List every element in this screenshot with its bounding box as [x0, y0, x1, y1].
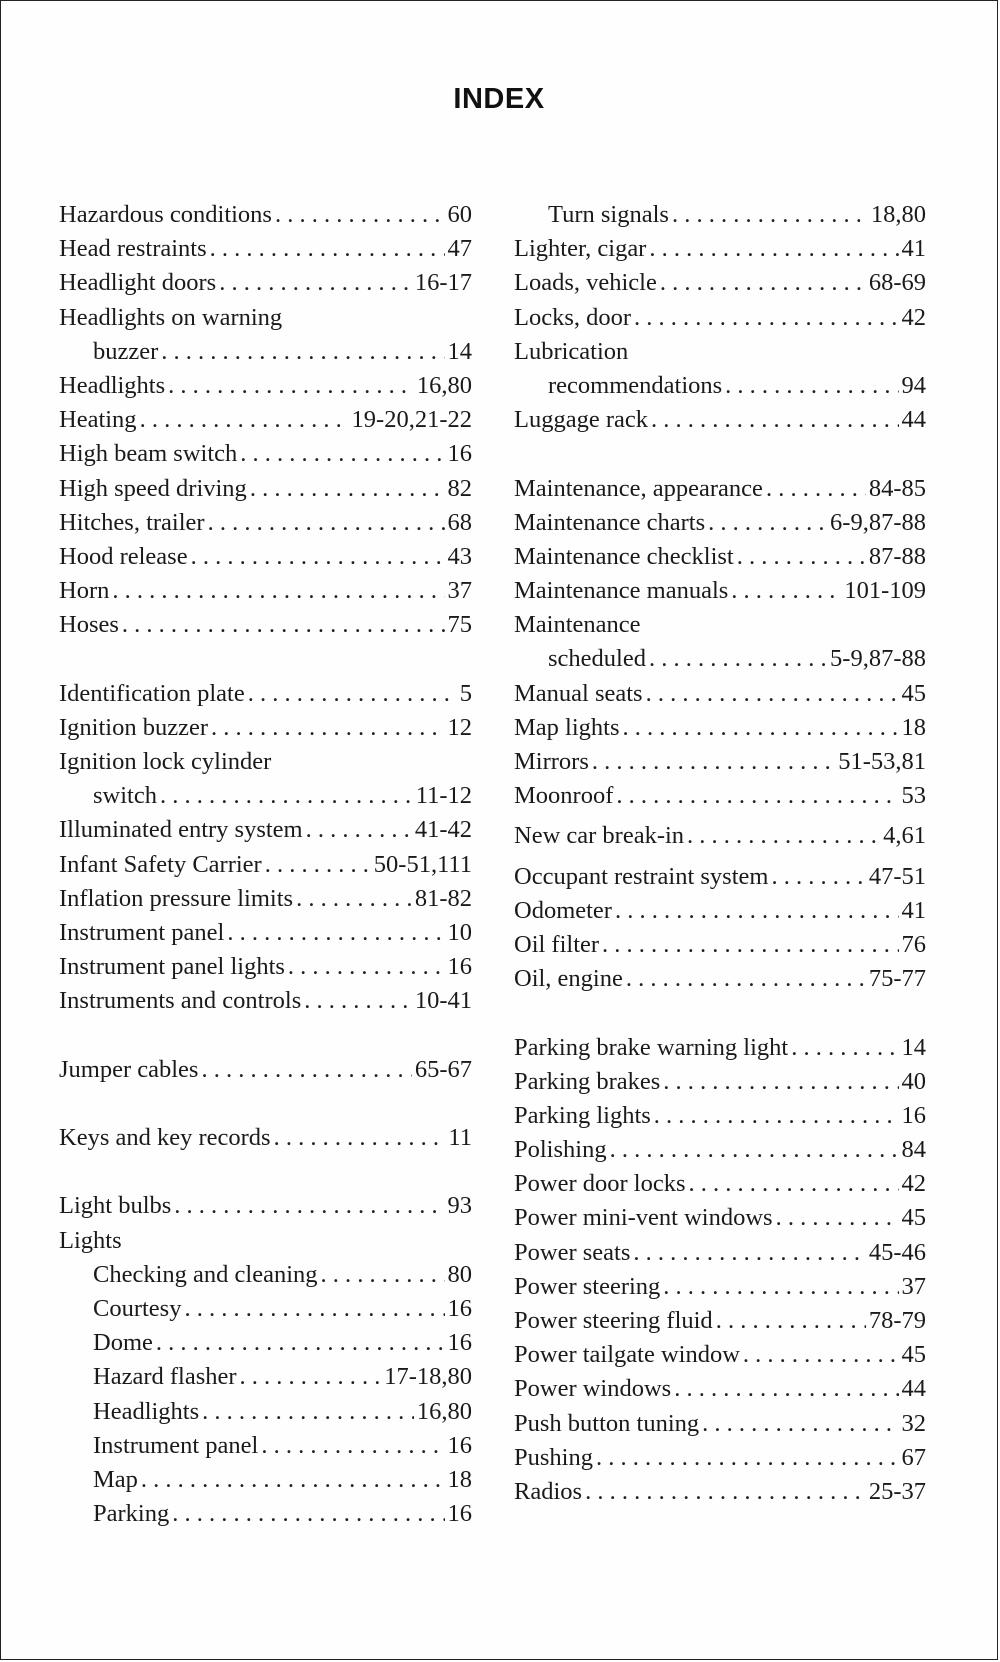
index-entry-page: 16 — [447, 1329, 472, 1357]
index-entry-page: 43 — [447, 542, 472, 570]
index-entry — [514, 1031, 926, 1065]
index-entry — [59, 266, 472, 300]
dot-leader — [174, 1189, 444, 1223]
dot-leader — [649, 642, 827, 676]
index-entry-term: Lighter, cigar — [514, 235, 647, 263]
index-entry-term: Hitches, trailer — [59, 508, 205, 536]
index-entry-page: 84-85 — [868, 474, 926, 502]
index-entry — [514, 745, 926, 779]
index-entry-page: 10 — [447, 918, 472, 946]
index-entry — [59, 1429, 472, 1463]
index-entry-page: 11 — [448, 1124, 472, 1152]
index-entry — [59, 335, 472, 369]
dot-leader — [275, 198, 445, 232]
index-entry-page: 5-9,87-88 — [830, 645, 926, 673]
index-entry-page: 41 — [901, 235, 926, 263]
index-entry-page: 18,80 — [870, 201, 926, 228]
index-entry-term: Light bulbs — [59, 1192, 172, 1220]
dot-leader — [250, 472, 445, 506]
dot-leader — [227, 916, 444, 950]
index-entry-page: 16 — [447, 953, 472, 981]
index-entry-page: 84 — [901, 1136, 926, 1164]
index-entry-page: 67 — [901, 1443, 926, 1471]
index-entry — [514, 403, 926, 437]
index-entry-page: 60 — [447, 201, 472, 228]
index-entry-page: 78-79 — [868, 1307, 926, 1334]
dot-leader — [160, 779, 413, 813]
index-entry-page: 16,80 — [416, 371, 472, 399]
index-entry-term: Checking and cleaning — [93, 1260, 318, 1288]
index-entry-page: 4,61 — [883, 822, 926, 850]
index-entry-page: 75-77 — [868, 965, 926, 993]
index-entry — [514, 198, 926, 232]
dot-leader — [731, 574, 841, 608]
index-entry — [514, 1338, 926, 1372]
index-entry-term: Oil filter — [514, 930, 600, 958]
dot-leader — [296, 882, 412, 916]
index-entry — [59, 403, 472, 437]
dot-leader — [172, 1497, 444, 1531]
index-entry-term: Parking — [93, 1500, 170, 1528]
index-entry-page: 37 — [447, 577, 472, 605]
dot-leader — [112, 574, 444, 608]
index-entry-term: Maintenance — [514, 611, 641, 639]
index-entry-term: Polishing — [514, 1136, 607, 1164]
index-entry — [514, 1372, 926, 1406]
index-entry-page: 14 — [447, 337, 472, 365]
dot-leader — [304, 984, 412, 1018]
index-entry-term: Heating — [59, 406, 137, 434]
index-entry-term: Odometer — [514, 896, 612, 924]
dot-leader — [766, 472, 866, 506]
index-entry-page: 45-46 — [868, 1238, 926, 1266]
index-entry-page: 32 — [901, 1409, 926, 1437]
dot-leader — [776, 1201, 899, 1235]
dot-leader — [141, 1463, 445, 1497]
index-entry-page: 18 — [447, 1465, 472, 1493]
index-entry-term: Lights — [59, 1226, 122, 1254]
index-entry-term: Maintenance checklist — [514, 542, 734, 570]
index-entry-term: Moonroof — [514, 782, 614, 810]
dot-leader — [687, 819, 880, 853]
index-entry-term: Instruments and controls — [59, 987, 302, 1015]
index-entry-page: 68 — [447, 508, 472, 536]
dot-leader — [660, 266, 866, 300]
index-entry-page: 11-12 — [415, 782, 472, 810]
dot-leader — [592, 745, 835, 779]
index-entry — [514, 301, 926, 335]
index-column-left — [59, 198, 472, 1531]
index-entry-page: 87-88 — [868, 542, 926, 570]
dot-leader — [615, 894, 899, 928]
index-entry-page: 14 — [901, 1033, 926, 1061]
index-entry-term: switch — [93, 782, 157, 810]
index-entry-term: Horn — [59, 577, 110, 605]
dot-leader — [654, 1099, 899, 1133]
dot-leader — [702, 1407, 898, 1441]
index-entry-term: High speed driving — [59, 474, 247, 502]
index-entry — [59, 882, 472, 916]
index-entry — [59, 1258, 472, 1292]
dot-leader — [610, 1133, 899, 1167]
index-entry — [59, 1463, 472, 1497]
index-entry-term: Maintenance charts — [514, 508, 706, 536]
index-entry — [514, 962, 926, 996]
index-entry — [59, 984, 472, 1018]
index-entry — [59, 369, 472, 403]
dot-leader — [210, 232, 445, 266]
dot-leader — [623, 711, 899, 745]
index-entry-page: 17-18,80 — [384, 1363, 472, 1391]
index-entry — [514, 506, 926, 540]
index-entry-term: Instrument panel — [93, 1431, 259, 1459]
index-entry-term: Hood release — [59, 542, 188, 570]
dot-leader — [626, 962, 866, 996]
index-entry-page: 81-82 — [414, 884, 472, 912]
index-entry — [59, 916, 472, 950]
index-entry-term: Manual seats — [514, 679, 643, 707]
index-entry-page: 40 — [901, 1067, 926, 1095]
index-entry — [59, 574, 472, 608]
index-entry-term: Oil, engine — [514, 965, 623, 993]
index-entry-term: Map lights — [514, 713, 620, 741]
index-entry-term: Loads, vehicle — [514, 269, 657, 297]
index-entry — [59, 813, 472, 847]
index-entry-page: 82 — [447, 474, 472, 502]
index-entry — [59, 677, 472, 711]
index-entry-term: Dome — [93, 1329, 153, 1357]
index-entry — [514, 1475, 926, 1509]
index-entry — [59, 1360, 472, 1394]
index-entry-page: 10-41 — [414, 987, 472, 1015]
index-entry-page: 45 — [901, 679, 926, 707]
index-entry-page: 80 — [447, 1260, 472, 1288]
index-entry-page: 68-69 — [868, 269, 926, 297]
index-entry-term: buzzer — [93, 337, 159, 365]
index-entry — [59, 1189, 472, 1223]
index-entry-term: Push button tuning — [514, 1409, 700, 1437]
index-entry — [59, 301, 472, 335]
section-gap — [59, 642, 472, 676]
index-entry-term: New car break-in — [514, 822, 685, 850]
index-entry — [59, 1395, 472, 1429]
index-entry — [59, 472, 472, 506]
index-entry — [514, 779, 926, 813]
index-entry-term: Inflation pressure limits — [59, 884, 294, 912]
index-entry — [59, 1326, 472, 1360]
dot-leader — [672, 198, 868, 232]
index-entry-page: 51-53,81 — [838, 748, 926, 775]
index-entry-term: Parking brakes — [514, 1067, 661, 1095]
index-entry — [59, 506, 472, 540]
index-entry — [59, 1292, 472, 1326]
dot-leader — [651, 403, 899, 437]
index-entry-term: Occupant restraint system — [514, 862, 769, 890]
index-entry-page: 50-51,111 — [373, 850, 472, 878]
dot-leader — [191, 540, 445, 574]
index-entry-page: 45 — [901, 1341, 926, 1369]
index-entry — [514, 266, 926, 300]
index-entry — [514, 928, 926, 962]
dot-leader — [633, 1236, 865, 1270]
index-entry — [514, 1099, 926, 1133]
index-entry-term: Hazardous conditions — [59, 201, 272, 228]
index-entry-page: 12 — [447, 713, 472, 741]
index-entry-page: 41-42 — [414, 816, 472, 844]
dot-leader — [602, 928, 898, 962]
index-entry — [514, 472, 926, 506]
index-entry-page: 25-37 — [868, 1477, 926, 1505]
dot-leader — [716, 1304, 866, 1338]
dot-leader — [688, 1167, 898, 1201]
dot-leader — [663, 1270, 898, 1304]
index-entry — [514, 369, 926, 403]
index-entry-page: 16 — [447, 440, 472, 468]
index-entry — [514, 642, 926, 676]
dot-leader — [240, 437, 444, 471]
dot-leader — [161, 335, 444, 369]
dot-leader — [649, 232, 898, 266]
dot-leader — [708, 506, 827, 540]
index-entry — [514, 574, 926, 608]
section-gap — [514, 437, 926, 471]
index-entry — [514, 819, 926, 853]
index-entry-term: Turn signals — [548, 201, 669, 228]
dot-leader — [596, 1441, 899, 1475]
index-entry-page: 16-17 — [414, 269, 472, 297]
index-entry-term: Power mini-vent windows — [514, 1204, 773, 1232]
index-entry-term: Jumper cables — [59, 1055, 199, 1083]
index-entry-term: Head restraints — [59, 235, 207, 263]
index-entry — [514, 540, 926, 574]
index-entry-page: 44 — [901, 406, 926, 434]
index-entry — [514, 1441, 926, 1475]
index-entry-term: Power tailgate window — [514, 1341, 740, 1369]
index-entry-term: Hazard flasher — [93, 1363, 237, 1391]
index-entry-term: Infant Safety Carrier — [59, 850, 262, 878]
index-entry-term: Headlights — [93, 1397, 200, 1425]
dot-leader — [184, 1292, 444, 1326]
dot-leader — [616, 779, 898, 813]
index-entry-page: 42 — [901, 1170, 926, 1198]
index-entry — [514, 335, 926, 369]
index-entry — [59, 198, 472, 232]
dot-leader — [288, 950, 445, 984]
index-entry — [514, 711, 926, 745]
dot-leader — [211, 711, 445, 745]
index-entry-term: recommendations — [548, 371, 723, 399]
dot-leader — [771, 860, 865, 894]
index-entry-page: 18 — [901, 713, 926, 741]
index-entry-term: Power windows — [514, 1375, 672, 1403]
dot-leader — [202, 1395, 414, 1429]
section-gap — [59, 1155, 472, 1189]
index-entry-term: High beam switch — [59, 440, 238, 468]
dot-leader — [674, 1372, 898, 1406]
dot-leader — [743, 1338, 899, 1372]
index-entry-page: 16 — [447, 1431, 472, 1459]
index-entry — [514, 608, 926, 642]
index-entry-term: Instrument panel lights — [59, 953, 285, 981]
index-entry-term: Power door locks — [514, 1170, 686, 1198]
index-entry-page: 19-20,21-22 — [351, 406, 472, 434]
index-entry-page: 5 — [459, 679, 472, 707]
index-entry-page: 37 — [901, 1272, 926, 1300]
index-entry-page: 65-67 — [414, 1055, 472, 1083]
index-entry — [59, 1497, 472, 1531]
index-entry — [514, 232, 926, 266]
dot-leader — [274, 1121, 446, 1155]
index-entry-page: 44 — [901, 1375, 926, 1403]
index-entry — [514, 1065, 926, 1099]
index-entry — [59, 848, 472, 882]
dot-leader — [634, 301, 898, 335]
dot-leader — [208, 506, 445, 540]
index-entry-term: Power seats — [514, 1238, 631, 1266]
dot-leader — [663, 1065, 898, 1099]
index-entry-page: 101-109 — [844, 577, 926, 605]
index-entry — [59, 1224, 472, 1258]
dot-leader — [168, 369, 414, 403]
index-entry-term: Luggage rack — [514, 406, 648, 434]
index-entry — [514, 1407, 926, 1441]
index-entry-page: 6-9,87-88 — [830, 508, 926, 536]
index-entry-page: 76 — [901, 930, 926, 958]
index-entry — [514, 1236, 926, 1270]
index-entry-term: Pushing — [514, 1443, 593, 1471]
index-entry — [514, 1167, 926, 1201]
index-entry-term: Power steering fluid — [514, 1307, 713, 1334]
index-entry — [59, 540, 472, 574]
index-entry-page: 16 — [447, 1295, 472, 1322]
dot-leader — [265, 848, 371, 882]
index-entry-term: Parking lights — [514, 1101, 651, 1129]
index-entry-page: 16,80 — [416, 1397, 472, 1425]
index-entry-term: Locks, door — [514, 303, 632, 331]
index-entry-term: Radios — [514, 1477, 583, 1505]
index-entry — [59, 437, 472, 471]
index-column-right — [514, 198, 926, 1509]
index-entry-term: Headlight doors — [59, 269, 217, 297]
index-entry-term: Courtesy — [93, 1295, 182, 1322]
dot-leader — [219, 266, 412, 300]
index-entry-term: Mirrors — [514, 748, 589, 775]
dot-leader — [321, 1258, 445, 1292]
index-entry-term: Instrument panel — [59, 918, 225, 946]
index-entry — [59, 232, 472, 266]
dot-leader — [585, 1475, 866, 1509]
index-entry — [514, 860, 926, 894]
index-entry-term: Map — [93, 1465, 138, 1493]
index-entry-page: 93 — [447, 1192, 472, 1220]
index-entry-term: Ignition buzzer — [59, 713, 208, 741]
index-entry-page: 53 — [901, 782, 926, 810]
index-entry-term: Hoses — [59, 611, 119, 639]
index-entry-term: Keys and key records — [59, 1124, 271, 1152]
index-entry-page: 16 — [901, 1101, 926, 1129]
index-entry-page: 75 — [447, 611, 472, 639]
index-entry — [59, 1053, 472, 1087]
index-entry-term: Maintenance manuals — [514, 577, 729, 605]
index-entry-term: Lubrication — [514, 337, 629, 365]
section-gap — [59, 1087, 472, 1121]
dot-leader — [140, 403, 349, 437]
index-entry — [514, 1304, 926, 1338]
dot-leader — [737, 540, 866, 574]
index-entry-term: Ignition lock cylinder — [59, 748, 272, 775]
dot-leader — [240, 1360, 382, 1394]
dot-leader — [306, 813, 412, 847]
index-entry — [59, 950, 472, 984]
dot-leader — [201, 1053, 411, 1087]
dot-leader — [156, 1326, 445, 1360]
index-entry — [59, 1121, 472, 1155]
index-entry — [59, 745, 472, 779]
dot-leader — [248, 677, 457, 711]
index-entry-term: Identification plate — [59, 679, 245, 707]
index-entry — [514, 1201, 926, 1235]
index-entry-page: 16 — [447, 1500, 472, 1528]
index-entry-page: 47-51 — [868, 862, 926, 890]
dot-leader — [725, 369, 898, 403]
index-entry — [514, 1270, 926, 1304]
index-entry — [514, 894, 926, 928]
index-entry-term: Headlights on warning — [59, 303, 283, 331]
dot-leader — [791, 1031, 898, 1065]
section-gap — [514, 996, 926, 1030]
section-gap — [59, 1019, 472, 1053]
index-entry — [514, 1133, 926, 1167]
index-entry-term: Headlights — [59, 371, 166, 399]
index-entry — [59, 711, 472, 745]
dot-leader — [122, 608, 445, 642]
index-entry-page: 94 — [901, 371, 926, 399]
index-entry-term: Power steering — [514, 1272, 661, 1300]
index-entry-term: Maintenance, appearance — [514, 474, 763, 502]
dot-leader — [646, 677, 899, 711]
index-entry-page: 45 — [901, 1204, 926, 1232]
index-entry-term: Parking brake warning light — [514, 1033, 789, 1061]
index-entry-term: scheduled — [548, 645, 646, 673]
index-entry — [59, 608, 472, 642]
dot-leader — [261, 1429, 444, 1463]
index-entry-term: Illuminated entry system — [59, 816, 303, 844]
index-entry — [514, 677, 926, 711]
index-entry-page: 41 — [901, 896, 926, 924]
index-entry-page: 42 — [901, 303, 926, 331]
index-entry — [59, 779, 472, 813]
index-entry-page: 47 — [447, 235, 472, 263]
page-title: INDEX — [453, 83, 545, 115]
